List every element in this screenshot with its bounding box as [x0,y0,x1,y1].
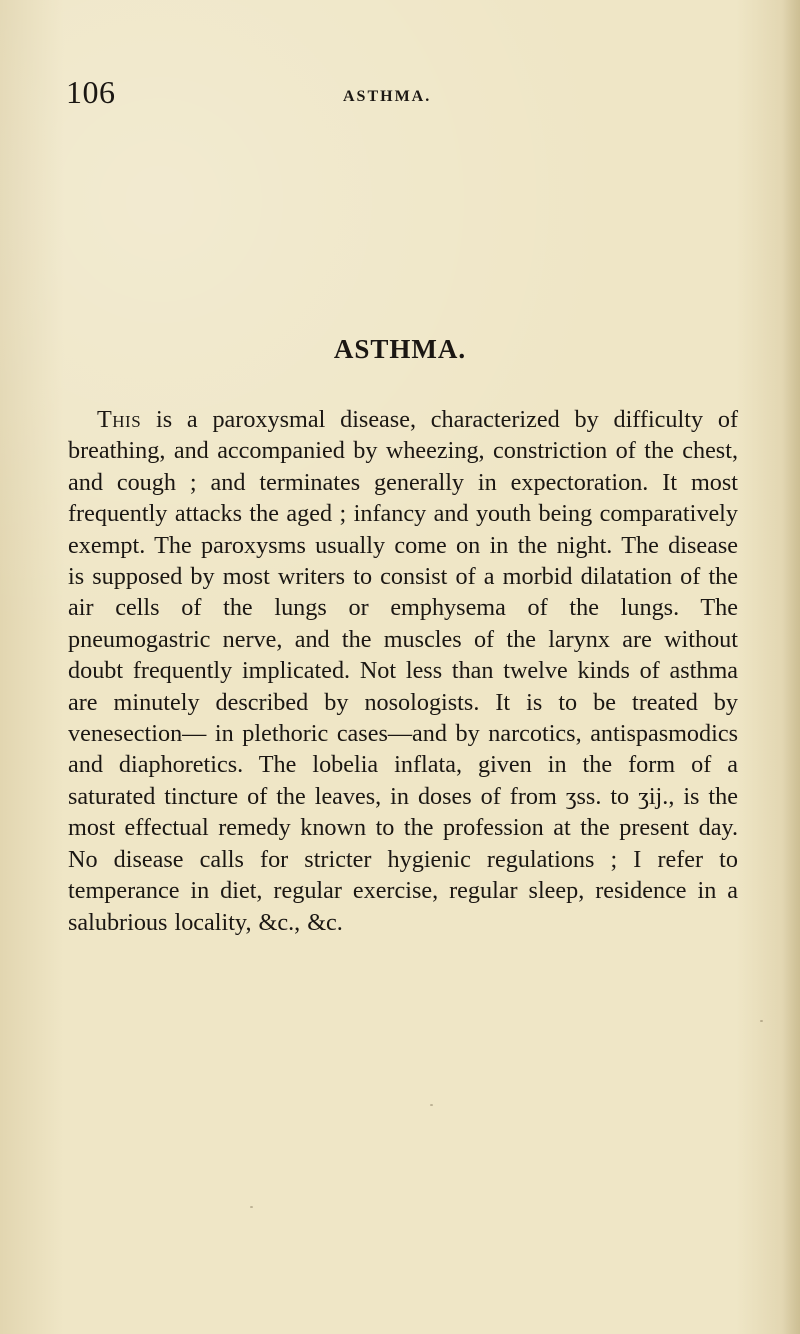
running-header: ASTHMA. [343,88,432,105]
page-number: 106 [66,74,116,110]
paper-speck [430,1104,433,1106]
section-title: ASTHMA. [333,334,467,364]
paper-speck [760,1020,763,1022]
body-paragraph [68,404,738,938]
paragraph-first-word: This [97,406,142,433]
paper-speck [250,1206,253,1208]
paragraph-text: is a paroxysmal disease, characterized by difficulty of breathing, and accompanied by wheezing, constriction of the chest, and cough ; and terminates generally in expectoration. It most frequently attacks the aged ; infancy and youth being comparatively exempt. The paroxysms usually come on in the night. The disease is supposed by most writers to consist of a morbid dilatation of the air cells of the lungs or emphysema of the lungs. The pneumogastric nerve, and the muscles of the larynx are without doubt frequently implicated. Not less than twelve kinds of asthma are minutely described by nosologists. It is to be treated by venesection— in plethoric cases—and by narcotics, antispasmodics and diaphoretics. The lobelia inflata, given in the form of a saturated tincture of the leaves, in doses of from ʒss. to ʒij., is the most effectual remedy known to the profession at the present day. No disease calls for stricter hygienic regulations ; I refer to temperance in diet, regular exercise, regular sleep, residence in a salubrious locality, &c., &c. [68,406,738,936]
page-edge-shadow [782,0,800,1334]
